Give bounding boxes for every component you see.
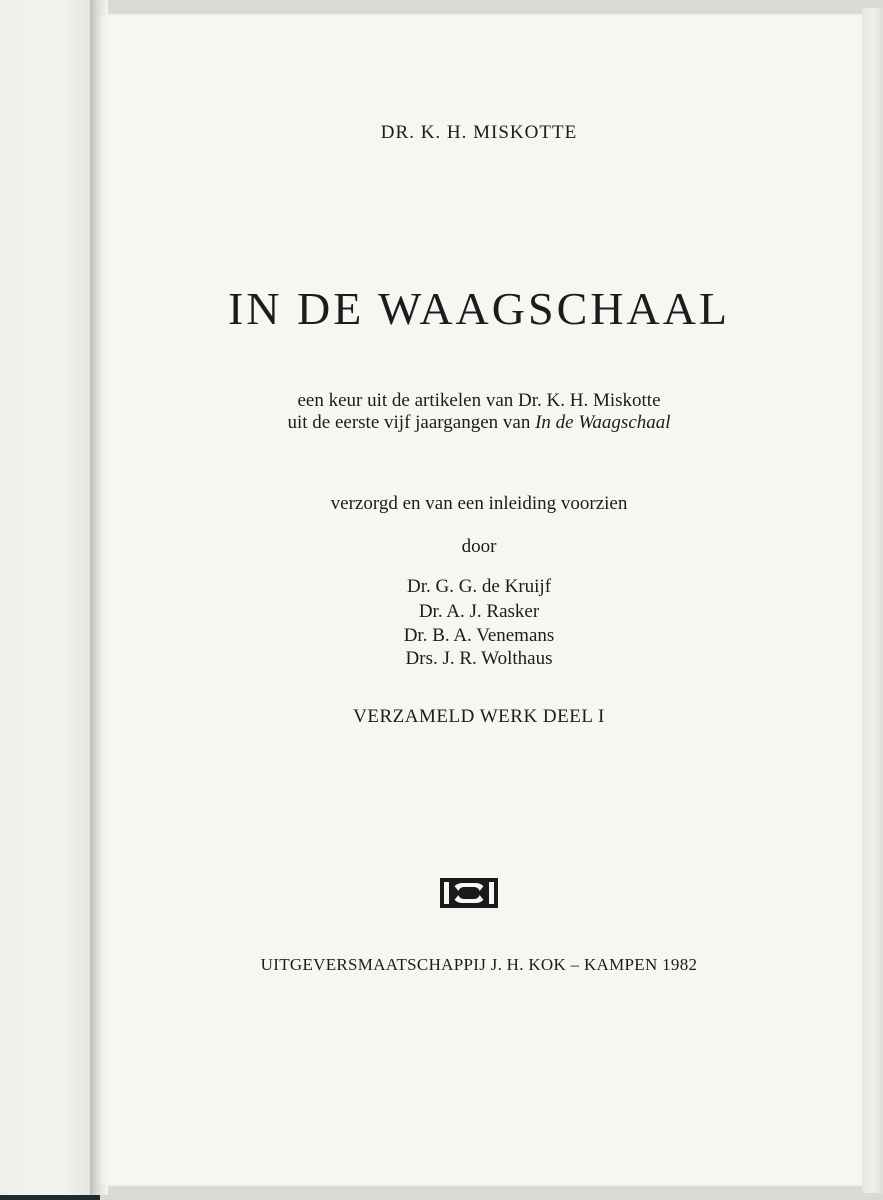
kok-publisher-logo-icon [440, 878, 498, 908]
edited-by-line: verzorgd en van een inleiding voorzien [330, 493, 628, 514]
subtitle-line-2-prefix: uit de eerste vijf jaargangen van [287, 412, 536, 433]
subtitle-line-1: een keur uit de artikelen van Dr. K. H. Miskotte [297, 390, 661, 411]
editor-name: Dr. A. J. Rasker [418, 601, 540, 622]
title-page [96, 14, 862, 1186]
editor-name: Dr. G. G. de Kruijf [406, 576, 552, 597]
series-title: VERZAMELD WERK DEEL I [353, 706, 605, 727]
editor-name: Dr. B. A. Venemans [403, 625, 555, 646]
subtitle-line-2 [96, 412, 862, 434]
author-name: DR. K. H. MISKOTTE [380, 122, 578, 143]
editor-name: Drs. J. R. Wolthaus [405, 648, 553, 669]
publisher-imprint: UITGEVERSMAATSCHAPPIJ J. H. KOK – KAMPEN 1982 [260, 955, 698, 974]
subtitle-line-2-italic: In de Waagschaal [535, 412, 671, 433]
left-page [0, 0, 91, 1195]
page-edges [862, 8, 883, 1193]
by-line: door [461, 536, 497, 557]
book-title: IN DE WAAGSCHAAL [227, 283, 731, 334]
